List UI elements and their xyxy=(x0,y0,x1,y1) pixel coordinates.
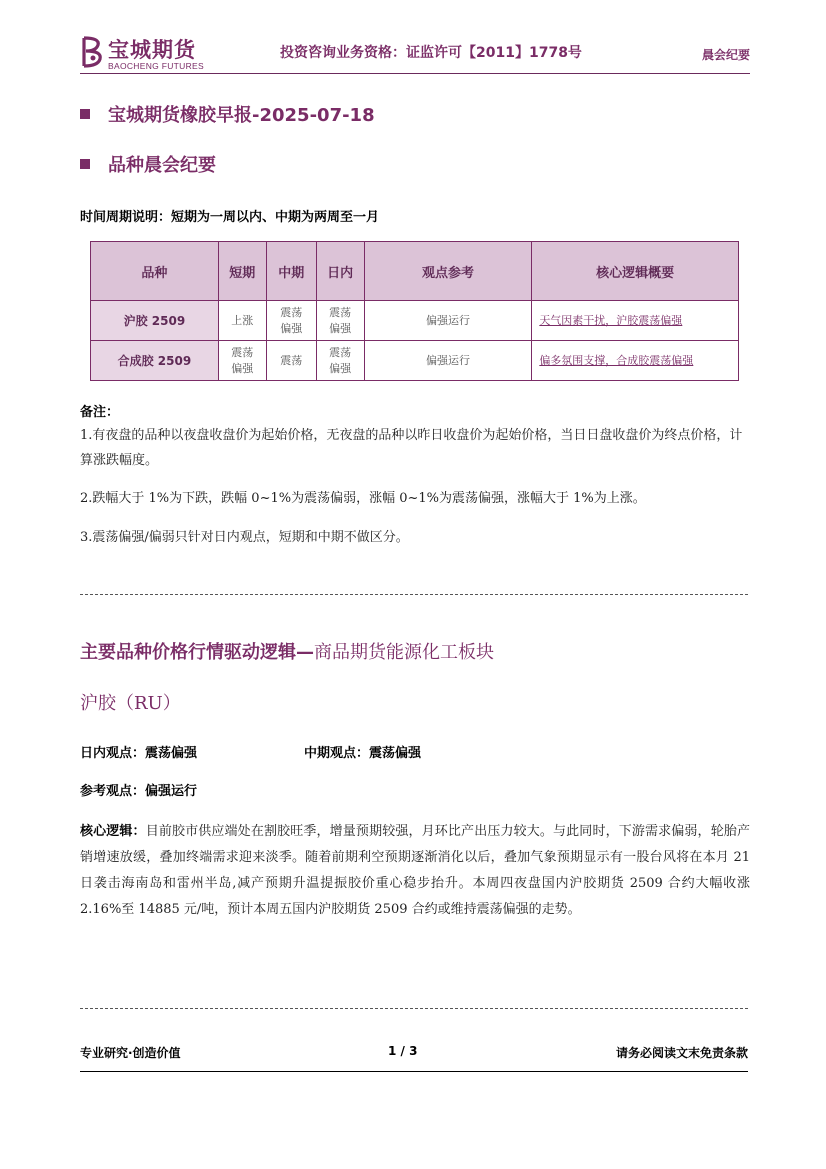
note-item-2: 2.跌幅大于 1%为下跌，跌幅 0~1%为震荡偏弱，涨幅 0~1%为震荡偏强，涨幅大于 1%为上涨。 xyxy=(80,491,646,506)
header-view: 观点参考 xyxy=(364,242,532,301)
qualification-text: 投资咨询业务资格：证监许可【2011】1778号 xyxy=(280,45,582,61)
page-header xyxy=(80,32,750,74)
row-mid-text: 震荡偏强 xyxy=(280,305,303,335)
section-title-bold: 主要品种价格行情驱动逻辑— xyxy=(80,642,314,663)
row-logic-link[interactable]: 偏多氛围支撑，合成胶震荡偏强 xyxy=(532,341,739,381)
note-item-3: 3.震荡偏强/偏弱只针对日内观点，短期和中期不做区分。 xyxy=(80,530,409,545)
note-item-1: 1.有夜盘的品种以夜盘收盘价为起始价格，无夜盘的品种以昨日收盘价为起始价格，当日日盘收盘价为终点价格，计算涨跌幅度。 xyxy=(80,428,743,468)
mid-term-view: 中期观点：震荡偏强 xyxy=(304,746,422,761)
core-logic-label: 核心逻辑： xyxy=(80,824,146,839)
table-header-row xyxy=(91,242,739,301)
section-title xyxy=(80,638,494,664)
core-logic xyxy=(80,819,750,923)
row-short xyxy=(218,341,266,381)
period-note: 时间周期说明：短期为一周以内、中期为两周至一月 xyxy=(80,210,380,225)
report-subtitle-text: 品种晨会纪要 xyxy=(108,155,216,176)
square-bullet-icon xyxy=(80,159,90,169)
row-short: 上涨 xyxy=(218,301,266,341)
page-footer xyxy=(80,1034,748,1072)
square-bullet-icon xyxy=(80,109,90,119)
row-intraday-text: 震荡偏强 xyxy=(329,345,352,375)
company-logo xyxy=(80,34,210,72)
row-logic-link[interactable]: 天气因素干扰，沪胶震荡偏强 xyxy=(532,301,739,341)
notes-title: 备注： xyxy=(80,405,120,420)
section-title-light: 商品期货能源化工板块 xyxy=(314,642,494,663)
row-variety: 合成胶 2509 xyxy=(91,341,219,381)
header-report-type: 晨会纪要 xyxy=(701,48,750,62)
report-title-text: 宝城期货橡胶早报-2025-07-18 xyxy=(108,105,375,126)
logo-text-cn: 宝城期货 xyxy=(108,38,196,62)
baocheng-logo-icon xyxy=(80,36,104,68)
summary-table xyxy=(90,241,739,381)
report-title xyxy=(80,101,375,127)
row-view: 偏强运行 xyxy=(364,341,532,381)
section-divider xyxy=(80,1008,748,1009)
row-view: 偏强运行 xyxy=(364,301,532,341)
header-intraday: 日内 xyxy=(316,242,364,301)
row-variety: 沪胶 2509 xyxy=(91,301,219,341)
header-variety: 品种 xyxy=(91,242,219,301)
table-row xyxy=(91,301,739,341)
row-mid: 震荡 xyxy=(266,341,316,381)
section-divider xyxy=(80,594,748,595)
header-mid: 中期 xyxy=(266,242,316,301)
row-intraday xyxy=(316,341,364,381)
commodity-title: 沪胶（RU） xyxy=(80,693,181,714)
core-logic-text: 目前胶市供应端处在割胶旺季，增量预期较强，月环比产出压力较大。与此同时，下游需求偏弱，轮胎产销增速放缓，叠加终端需求迎来淡季。随着前期利空预期逐渐消化以后，叠加气象预期显示有一股台风将在本月 21 日袭击海南岛和雷州半岛,减产预期升温提振胶价重心稳步抬升。本周四夜盘国内沪胶期货 2509 合约大幅收涨 2.16%至 14885 元/吨，预计本周五国内沪胶期货 2509 合约或维持震荡偏强的走势。 xyxy=(80,824,750,917)
row-mid xyxy=(266,301,316,341)
logo-text-en: BAOCHENG FUTURES xyxy=(108,61,204,71)
reference-view: 参考观点：偏强运行 xyxy=(80,784,198,799)
row-intraday-text: 震荡偏强 xyxy=(329,305,352,335)
row-intraday xyxy=(316,301,364,341)
row-short-text: 震荡偏强 xyxy=(231,345,254,375)
footer-slogan: 专业研究·创造价值 xyxy=(80,1046,181,1060)
footer-disclaimer: 请务必阅读文末免责条款 xyxy=(615,1046,748,1060)
report-subtitle xyxy=(80,151,216,177)
page-number: 1 / 3 xyxy=(388,1044,418,1058)
header-short: 短期 xyxy=(218,242,266,301)
header-logic: 核心逻辑概要 xyxy=(532,242,739,301)
table-row xyxy=(91,341,739,381)
intraday-view: 日内观点：震荡偏强 xyxy=(80,746,198,761)
